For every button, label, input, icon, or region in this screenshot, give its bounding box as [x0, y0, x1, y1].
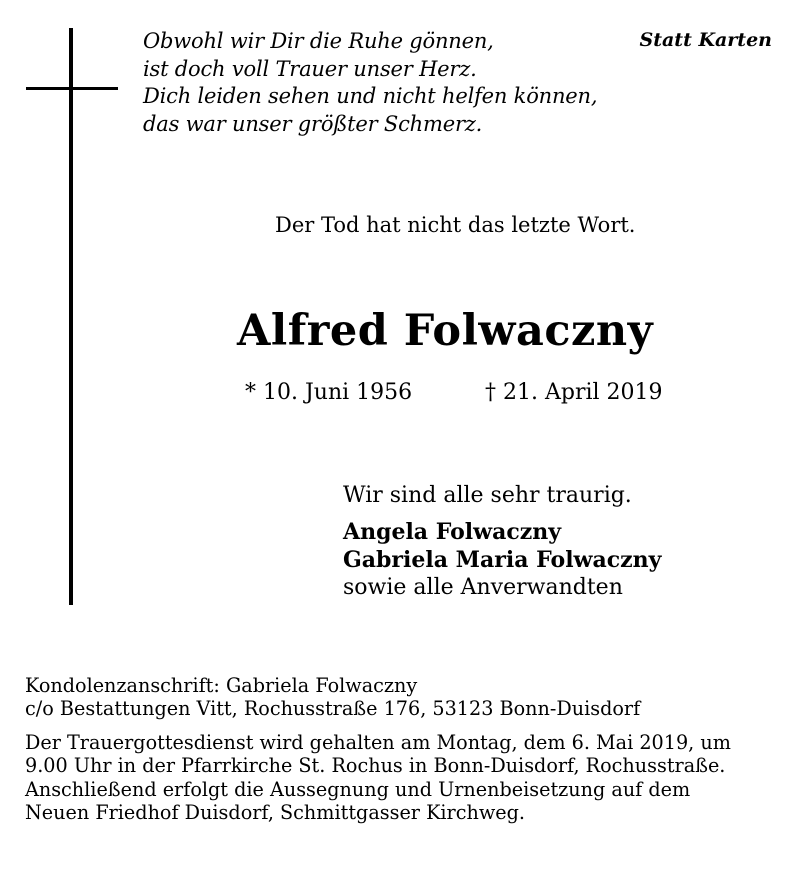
mourner-name: Gabriela Maria Folwaczny	[343, 547, 662, 573]
mourner-name: Angela Folwaczny	[343, 519, 562, 545]
poem-line: das war unser größter Schmerz.	[143, 111, 483, 136]
cross-horizontal-bar	[26, 87, 118, 90]
condolence-line: Kondolenzanschrift: Gabriela Folwaczny	[25, 674, 418, 697]
mourners-block	[343, 482, 661, 602]
statt-karten-label: Statt Karten	[639, 29, 772, 51]
death-date: † 21. April 2019	[485, 380, 663, 405]
birth-date: * 10. Juni 1956	[245, 380, 413, 405]
poem-line: Dich leiden sehen und nicht helfen können,	[143, 84, 598, 108]
mourners-statement: Wir sind alle sehr traurig.	[343, 483, 632, 508]
poem	[143, 28, 597, 138]
poem-line: Obwohl wir Dir die Ruhe gönnen,	[143, 29, 494, 53]
service-line: Anschließend erfolgt die Aussegnung und Urnenbeisetzung auf dem	[25, 777, 691, 801]
motto: Der Tod hat nicht das letzte Wort.	[275, 213, 636, 237]
deceased-name: Alfred Folwaczny	[237, 306, 654, 356]
details-block	[25, 674, 731, 824]
poem-line: ist doch voll Trauer unser Herz.	[143, 56, 477, 81]
service-line: Neuen Friedhof Duisdorf, Schmittgasser Kirchweg.	[25, 801, 525, 825]
service-line: 9.00 Uhr in der Pfarrkirche St. Rochus in Bonn-Duisdorf, Rochusstraße.	[25, 754, 726, 778]
mourners-others: sowie alle Anverwandten	[343, 575, 623, 600]
cross-vertical-bar	[69, 28, 73, 605]
condolence-line: c/o Bestattungen Vitt, Rochusstraße 176, 53123 Bonn-Duisdorf	[25, 697, 641, 721]
service-line: Der Trauergottesdienst wird gehalten am Montag, dem 6. Mai 2019, um	[25, 730, 731, 754]
